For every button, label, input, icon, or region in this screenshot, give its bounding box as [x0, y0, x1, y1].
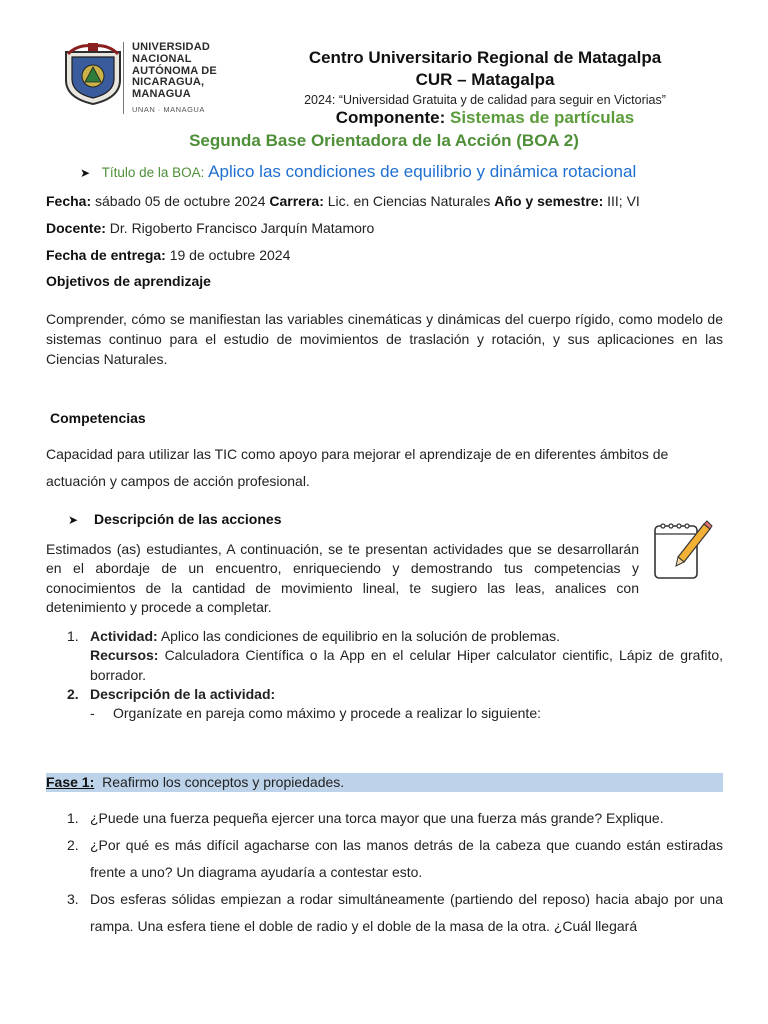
- componente-label: Componente:: [335, 108, 446, 127]
- descripcion-label: Descripción de la actividad:: [90, 685, 276, 702]
- entrega-value: 19 de octubre 2024: [169, 247, 291, 263]
- entrega-label: Fecha de entrega:: [46, 247, 166, 263]
- titulo-row: [80, 162, 636, 182]
- university-line: AUTÓNOMA DE: [132, 64, 217, 77]
- question-item: [46, 805, 723, 832]
- competencias-text: Capacidad para utilizar las TIC como apoyo para mejorar el aprendizaje de en diferentes ámbitos de actuación y campos de acción profesional.: [46, 446, 669, 489]
- recursos-value: Calculadora Científica o la App en el celular Hiper calculator cientific, Lápiz de grafito, borrador.: [90, 647, 724, 683]
- logo-divider: [123, 42, 124, 114]
- cur-title: CUR – Matagalpa: [415, 70, 555, 89]
- objetivos-text: Comprender, cómo se manifiestan las variables cinemáticas y dinámicas del cuerpo rígido, como modelo de sistemas continuo para el estudio de movimientos de traslación y rotación, y sus aplicaciones en las Ciencias Naturales.: [46, 311, 723, 367]
- boa-title: Segunda Base Orientadora de la Acción (BOA 2): [189, 131, 579, 150]
- docente-label: Docente:: [46, 220, 106, 236]
- acciones-heading: Descripción de las acciones: [93, 511, 282, 527]
- anio-value: III; VI: [607, 193, 640, 209]
- actividad-label: Actividad:: [90, 628, 158, 644]
- university-line: MANAGUA: [132, 88, 191, 101]
- competencias-heading: Competencias: [50, 410, 146, 426]
- question-text: Dos esferas sólidas empiezan a rodar simultáneamente (partiendo del reposo) hacia abajo por una rampa. Una esfera tiene el doble de radio y el doble de la masa de la otra. ¿Cuál llegará: [90, 891, 723, 934]
- acciones-heading-row: [68, 511, 281, 527]
- componente: [255, 107, 715, 129]
- question-item: [46, 832, 723, 886]
- university-short: UNAN · MANAGUA: [132, 105, 205, 114]
- arrow-bullet-icon: ➤: [80, 166, 91, 180]
- list-item-body: [90, 627, 723, 685]
- fase-label: Fase 1:: [46, 774, 95, 790]
- university-line: NICARAGUA,: [132, 76, 205, 89]
- recursos-label: Recursos:: [90, 647, 159, 664]
- carrera-label: Carrera:: [269, 193, 324, 209]
- list-number: 2.: [67, 685, 79, 702]
- fecha-value: sábado 05 de octubre 2024: [95, 193, 266, 209]
- componente-value: Sistemas de partículas: [450, 108, 635, 127]
- activity-list: [46, 627, 723, 723]
- university-line: UNIVERSIDAD: [132, 41, 210, 53]
- dash-bullet: -: [90, 705, 95, 722]
- objetivos-heading: Objetivos de aprendizaje: [46, 273, 211, 289]
- fecha-label: Fecha:: [46, 193, 92, 209]
- center-title: Centro Universitario Regional de Matagalpa: [308, 48, 662, 67]
- list-item-body: [90, 685, 723, 704]
- arrow-bullet-icon: ➤: [68, 513, 79, 527]
- fase-text: Reafirmo los conceptos y propiedades.: [102, 774, 345, 790]
- fecha-line: [46, 193, 640, 209]
- docente-value: Dr. Rigoberto Francisco Jarquín Matamoro: [109, 220, 375, 236]
- list-item: [46, 685, 723, 704]
- motto: 2024: “Universidad Gratuita y de calidad para seguir en Victorias”: [304, 93, 666, 107]
- question-number: 3.: [67, 891, 79, 907]
- question-text: ¿Por qué es más difícil agacharse con las manos detrás de la cabeza que cuando están estiradas frente a uno? Un diagrama ayudaría a contestar esto.: [90, 837, 723, 880]
- header-block: [255, 47, 715, 108]
- list-number: 1.: [67, 628, 79, 644]
- actividad-value: Aplico las condiciones de equilibrio en la solución de problemas.: [160, 628, 561, 644]
- university-seal-icon: [58, 42, 128, 106]
- question-item: [46, 886, 723, 940]
- entrega-line: [46, 247, 290, 263]
- carrera-value: Lic. en Ciencias Naturales: [327, 193, 491, 209]
- question-list: [46, 805, 723, 940]
- question-number: 1.: [67, 810, 79, 826]
- list-item: [46, 627, 723, 685]
- fase-banner: [46, 773, 723, 792]
- acciones-text: Estimados (as) estudiantes, A continuación, se te presentan actividades que se desarrollarán en el abordaje de un encuentro, enriqueciendo y demostrando tus competencias y conocimientos de la cantidad de movimiento lineal, te sugiero las leas, analices con detenimiento y procede a completar.: [46, 541, 639, 615]
- docente-line: [46, 220, 374, 236]
- titulo-value: Aplico las condiciones de equilibrio y dinámica rotacional: [208, 162, 637, 181]
- dash-text: Organízate en pareja como máximo y procede a realizar lo siguiente:: [113, 705, 541, 722]
- question-text: ¿Puede una fuerza pequeña ejercer una torca mayor que una fuerza más grande? Explique.: [90, 810, 664, 826]
- notepad-pencil-icon: [652, 520, 714, 582]
- university-line: NACIONAL: [132, 52, 192, 65]
- university-name: [132, 42, 217, 101]
- dash-item: [90, 704, 723, 723]
- titulo-label: Título de la BOA:: [101, 165, 205, 180]
- anio-label: Año y semestre:: [494, 193, 604, 209]
- question-number: 2.: [67, 837, 79, 853]
